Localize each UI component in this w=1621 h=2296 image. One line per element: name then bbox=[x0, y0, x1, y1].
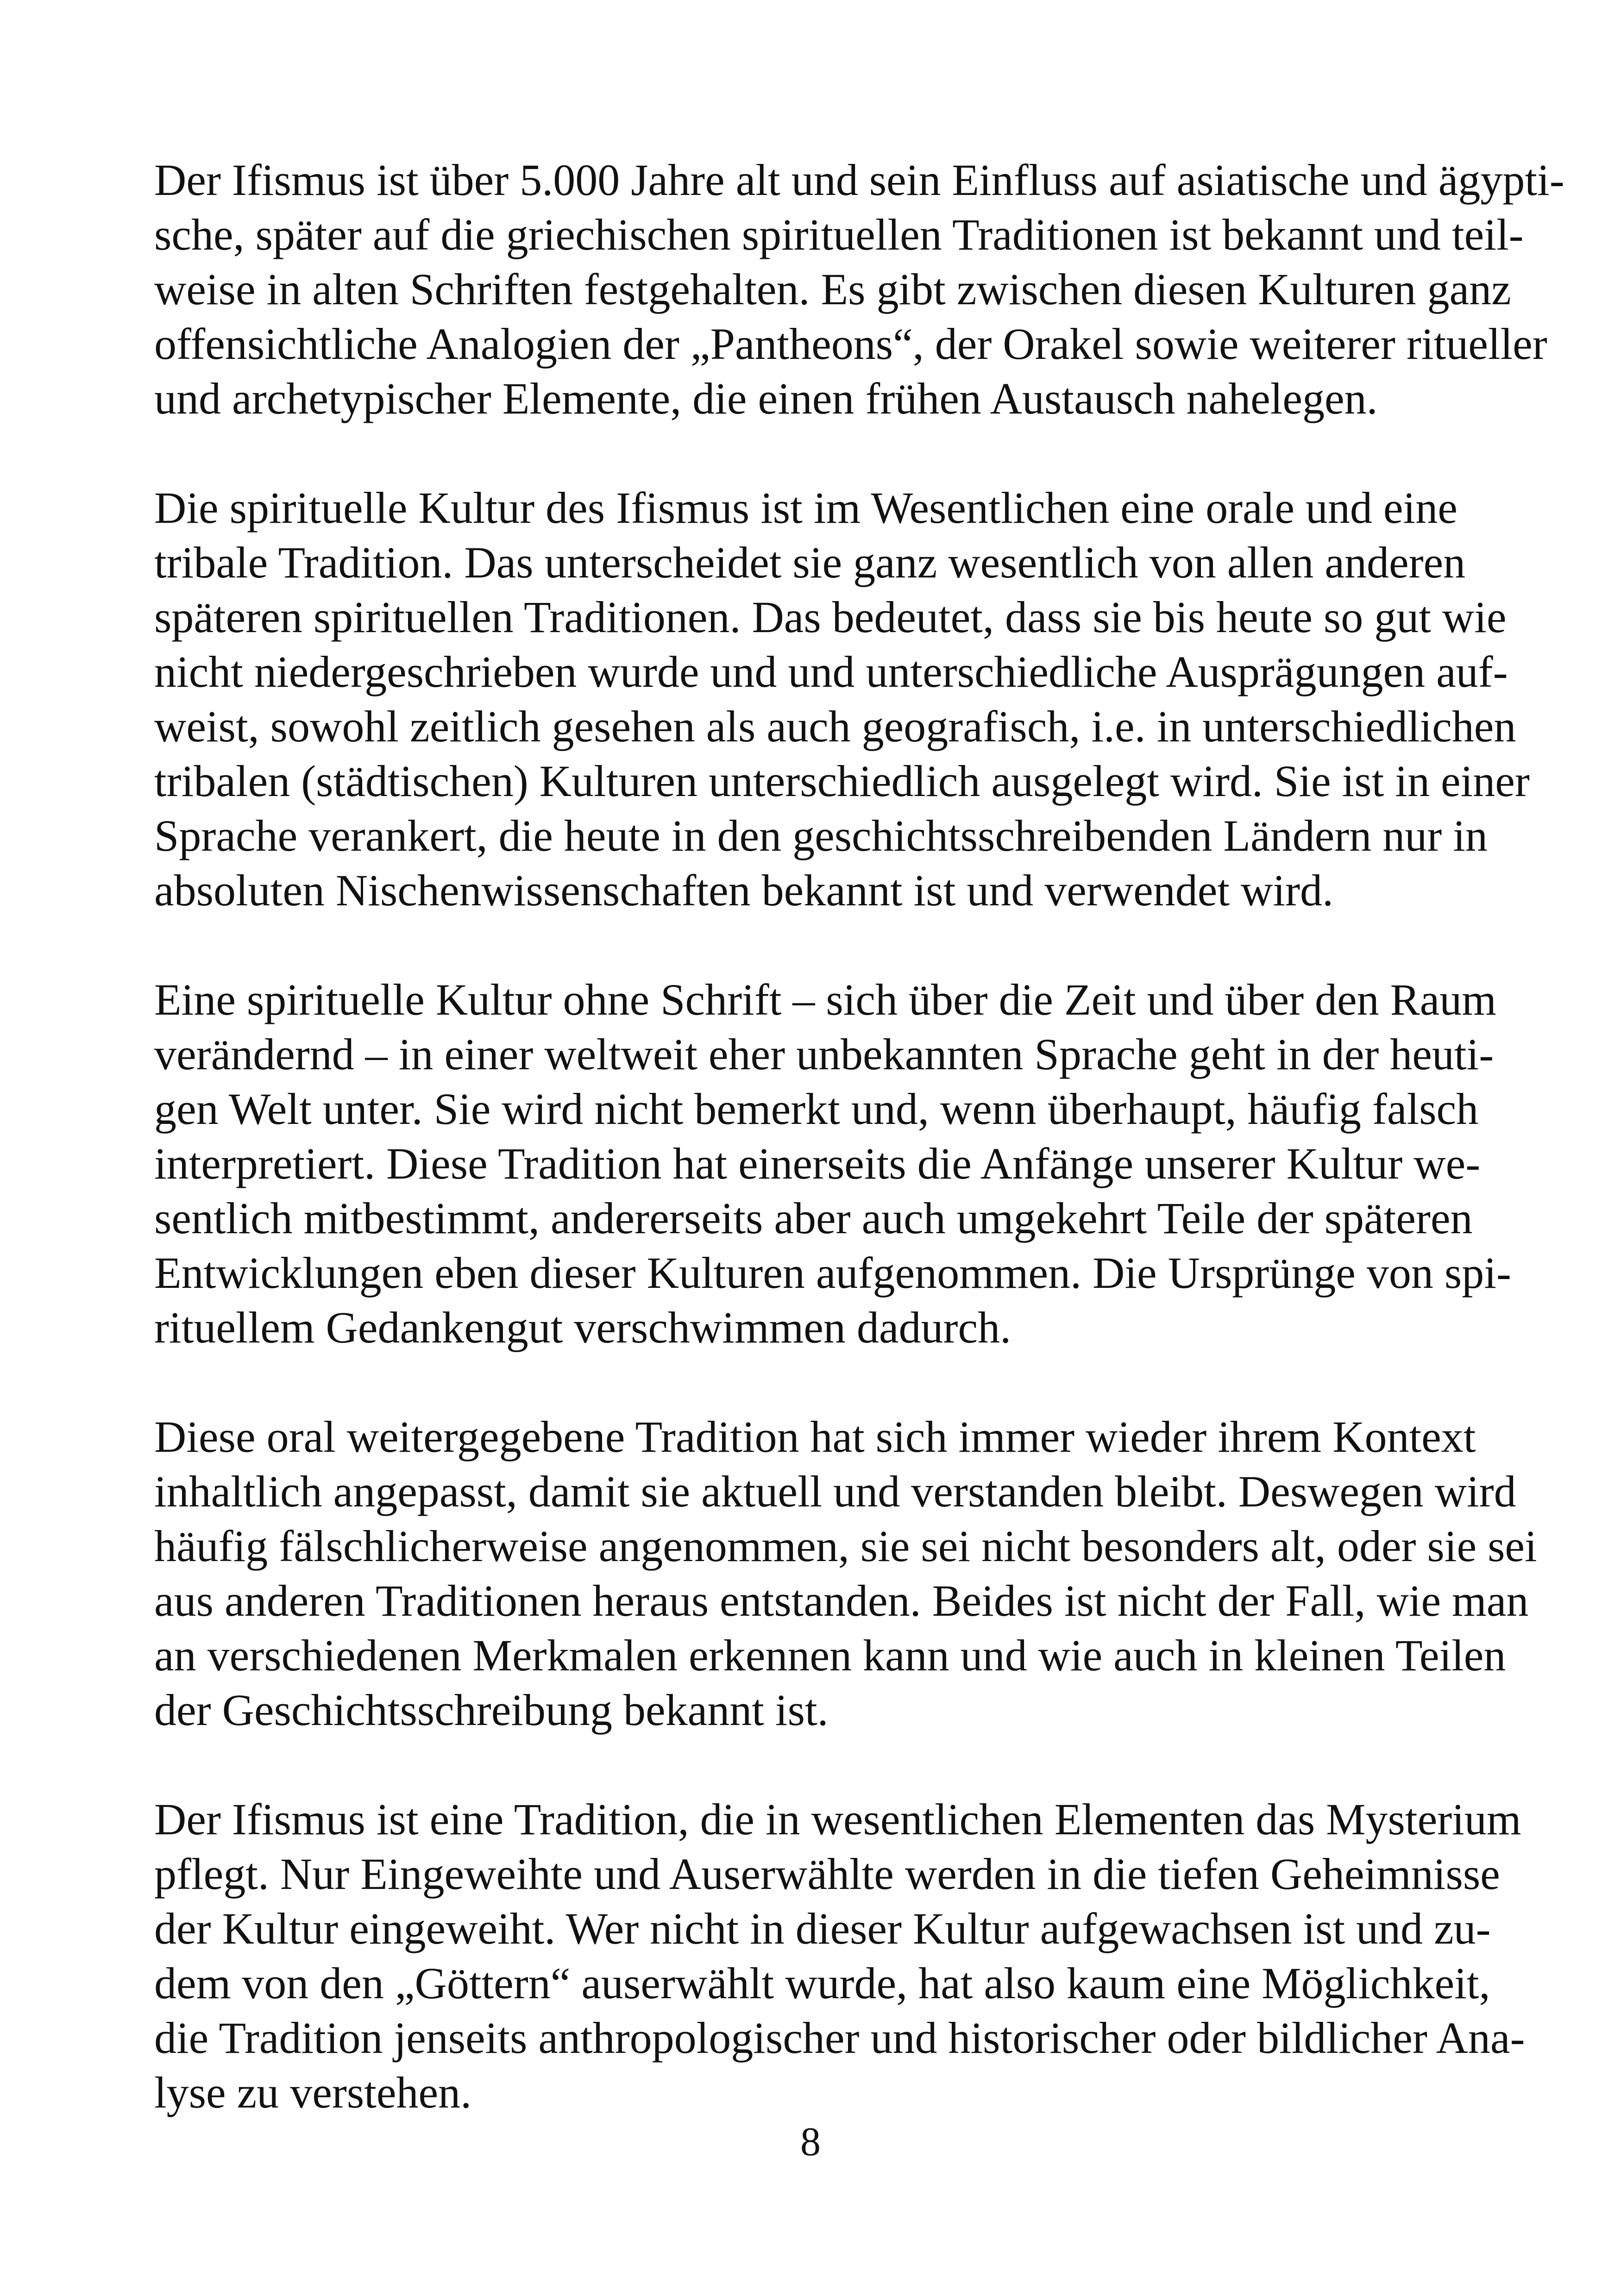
text-line: weise in alten Schriften festgehalten. Es gibt zwischen diesen Kulturen ganz bbox=[154, 264, 1511, 314]
text-line: absoluten Nischenwissenschaften bekannt ist und verwendet wird. bbox=[154, 866, 1334, 915]
text-line: sche, später auf die griechischen spirituellen Traditionen ist bekannt und teil- bbox=[154, 210, 1524, 259]
text-line: häufig fälschlicherweise angenommen, sie sei nicht besonders alt, oder sie sei bbox=[154, 1521, 1537, 1571]
paragraph-2 bbox=[154, 481, 1530, 918]
text-line: der Kultur eingeweiht. Wer nicht in dieser Kultur aufgewachsen ist und zu- bbox=[154, 1904, 1491, 1953]
body-text bbox=[154, 153, 1564, 2175]
text-line: Entwicklungen eben dieser Kulturen aufgenommen. Die Ursprünge von spi- bbox=[154, 1248, 1511, 1298]
text-line: verändernd – in einer weltweit eher unbekannten Sprache geht in der heuti- bbox=[154, 1029, 1494, 1079]
text-line: und archetypischer Elemente, die einen frühen Austausch nahelegen. bbox=[154, 374, 1378, 423]
text-line: interpretiert. Diese Tradition hat einerseits die Anfänge unserer Kultur we- bbox=[154, 1139, 1481, 1188]
paragraph-4 bbox=[154, 1410, 1537, 1738]
text-line: pflegt. Nur Eingeweihte und Auserwählte werden in die tiefen Geheimnisse bbox=[154, 1849, 1500, 1899]
text-line: Der Ifismus ist eine Tradition, die in wesentlichen Elementen das Mysterium bbox=[154, 1794, 1521, 1844]
paragraph-1 bbox=[154, 153, 1564, 426]
text-line: Der Ifismus ist über 5.000 Jahre alt und sein Einfluss auf asiatische und ägypti- bbox=[154, 155, 1564, 205]
paragraph-5 bbox=[154, 1792, 1525, 2120]
text-line: aus anderen Traditionen heraus entstanden. Beides ist nicht der Fall, wie man bbox=[154, 1576, 1529, 1625]
paragraph-3 bbox=[154, 972, 1511, 1355]
text-line: gen Welt unter. Sie wird nicht bemerkt und, wenn überhaupt, häufig falsch bbox=[154, 1084, 1479, 1134]
text-line: Sprache verankert, die heute in den geschichtsschreibenden Ländern nur in bbox=[154, 811, 1488, 860]
text-line: sentlich mitbestimmt, andererseits aber auch umgekehrt Teile der späteren bbox=[154, 1193, 1473, 1243]
text-line: Eine spirituelle Kultur ohne Schrift – sich über die Zeit und über den Raum bbox=[154, 975, 1496, 1024]
text-line: der Geschichtsschreibung bekannt ist. bbox=[154, 1685, 829, 1735]
text-line: tribalen (städtischen) Kulturen unterschiedlich ausgelegt wird. Sie ist in einer bbox=[154, 756, 1530, 806]
text-line: späteren spirituellen Traditionen. Das bedeutet, dass sie bis heute so gut wie bbox=[154, 592, 1507, 642]
text-line: an verschiedenen Merkmalen erkennen kann und wie auch in kleinen Teilen bbox=[154, 1631, 1506, 1680]
text-line: dem von den „Göttern“ auserwählt wurde, hat also kaum eine Möglichkeit, bbox=[154, 1958, 1490, 2008]
text-line: die Tradition jenseits anthropologischer und historischer oder bildlicher Ana- bbox=[154, 2013, 1525, 2063]
text-line: tribale Tradition. Das unterscheidet sie ganz wesentlich von allen anderen bbox=[154, 538, 1466, 587]
text-line: Die spirituelle Kultur des Ifismus ist im Wesentlichen eine orale und eine bbox=[154, 483, 1458, 533]
text-line: weist, sowohl zeitlich gesehen als auch geografisch, i.e. in unterschiedlichen bbox=[154, 702, 1516, 751]
text-line: nicht niedergeschrieben wurde und und unterschiedliche Ausprägungen auf- bbox=[154, 647, 1508, 696]
text-line: inhaltlich angepasst, damit sie aktuell und verstanden bleibt. Deswegen wird bbox=[154, 1467, 1516, 1516]
text-line: lyse zu verstehen. bbox=[154, 2068, 472, 2117]
page-number: 8 bbox=[800, 2120, 821, 2164]
text-line: Diese oral weitergegebene Tradition hat sich immer wieder ihrem Kontext bbox=[154, 1412, 1476, 1462]
text-line: offensichtliche Analogien der „Pantheons“, der Orakel sowie weiterer ritueller bbox=[154, 319, 1547, 369]
text-line: rituellem Gedankengut verschwimmen dadurch. bbox=[154, 1303, 1012, 1352]
